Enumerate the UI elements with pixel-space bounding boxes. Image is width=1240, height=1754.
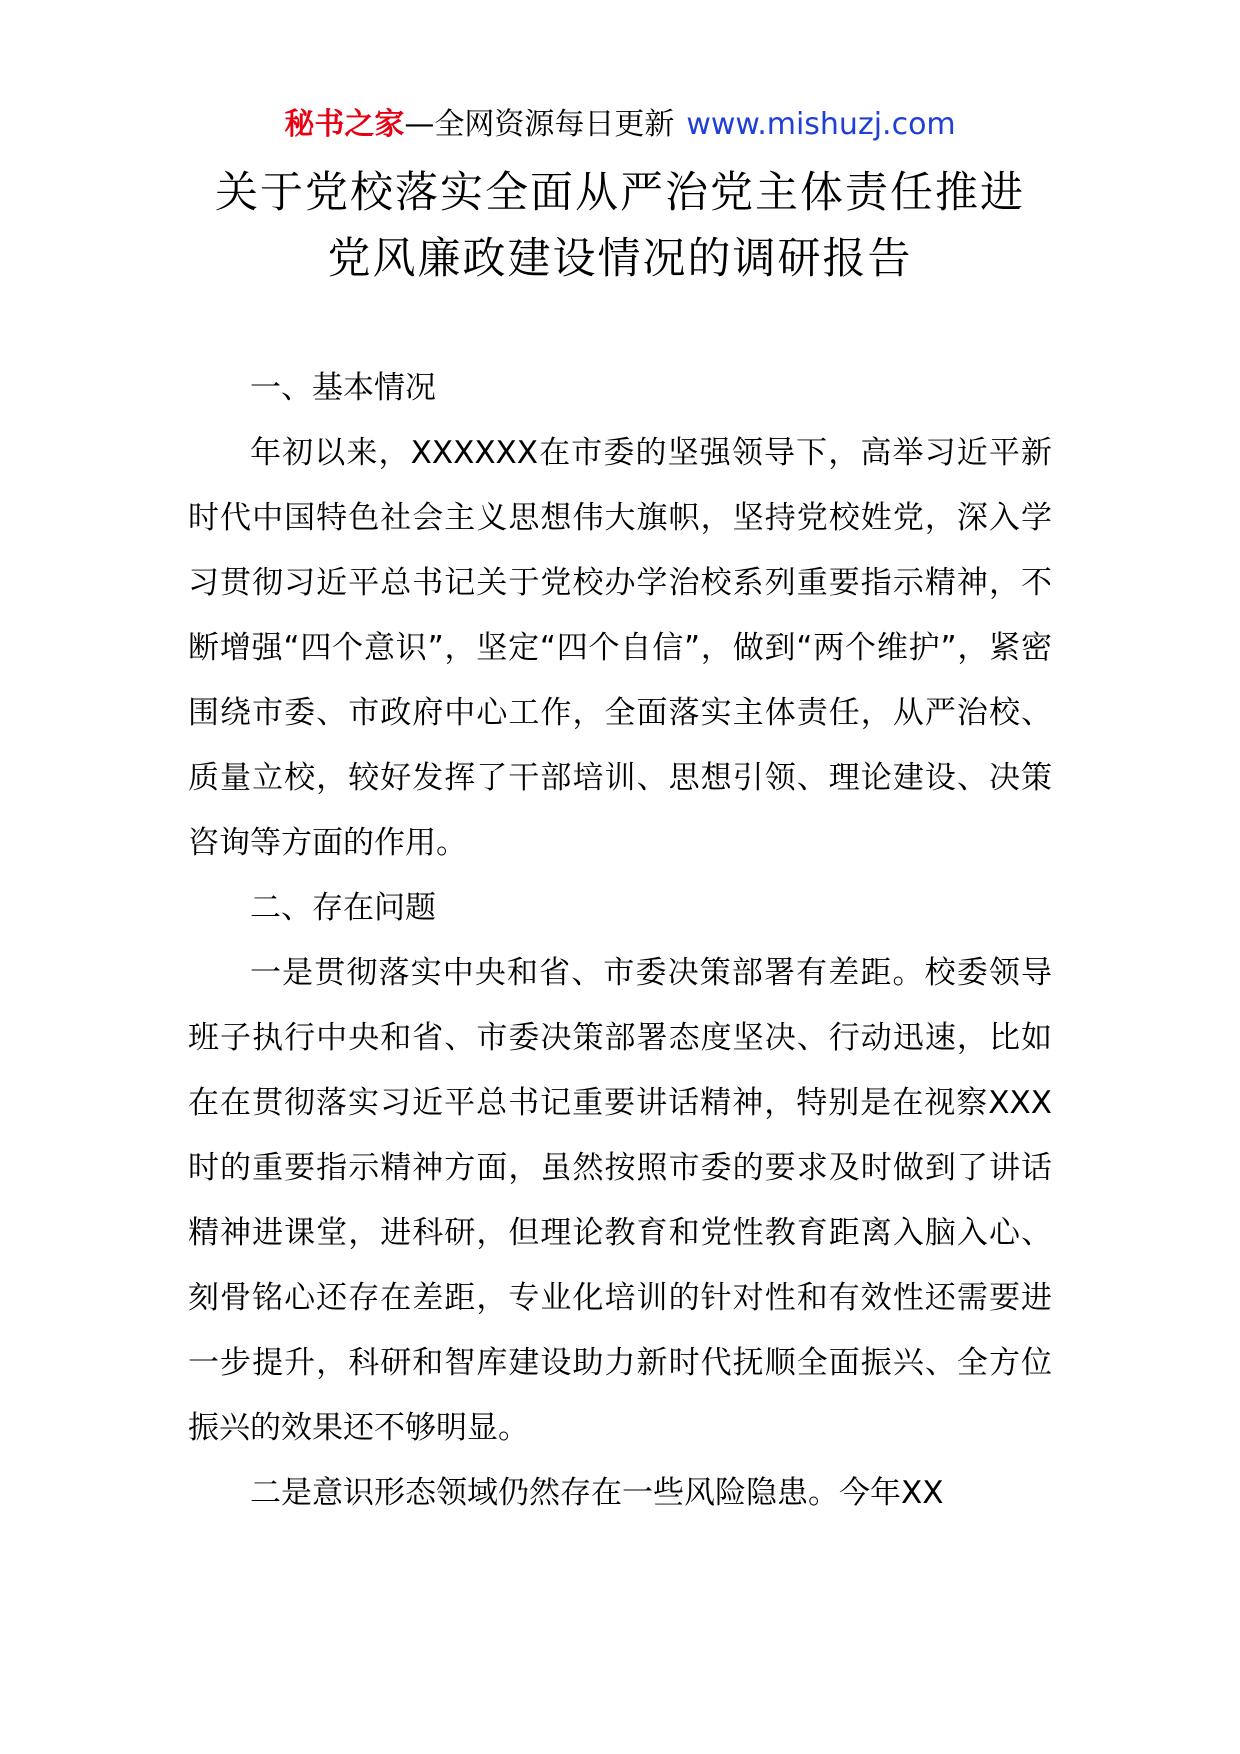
paragraph-problem-2: 二是意识形态领域仍然存在一些风险隐患。今年XX bbox=[250, 1475, 944, 1511]
paragraph-basic-situation: 年初以来，XXXXXX在市委的坚强领导下，高举习近平新时代中国特色社会主义思想伟大旗帜，坚持党校姓党，深入学习贯彻习近平总书记关于党校办学治校系列重要指示精神，不断增强“四个意识”，坚定“四个自信”，做到“两个维护”，紧密围绕市委、市政府中心工作，全面落实主体责任，从严治校、质量立校，较好发挥了干部培训、思想引领、理论建设、决策咨询等方面的作用。 bbox=[188, 435, 1052, 861]
site-tagline: —全网资源每日更新 bbox=[404, 107, 675, 142]
document-title bbox=[0, 160, 1240, 292]
section-heading-problems: 二、存在问题 bbox=[250, 890, 436, 926]
document-body bbox=[188, 356, 1052, 1526]
site-header bbox=[0, 102, 1240, 148]
brand-name: 秘书之家 bbox=[284, 107, 405, 142]
site-url-link[interactable]: www.mishuzj.com bbox=[686, 107, 956, 142]
section-heading-basic: 一、基本情况 bbox=[250, 370, 436, 406]
title-line-1: 关于党校落实全面从严治党主体责任推进 bbox=[215, 168, 1025, 218]
paragraph-problem-1: 一是贯彻落实中央和省、市委决策部署有差距。校委领导班子执行中央和省、市委决策部署态度坚决、行动迅速，比如在在贯彻落实习近平总书记重要讲话精神，特别是在视察XXX时的重要指示精神方面，虽然按照市委的要求及时做到了讲话精神进课堂，进科研，但理论教育和党性教育距离入脑入心、刻骨铭心还存在差距，专业化培训的针对性和有效性还需要进一步提升，科研和智库建设助力新时代抚顺全面振兴、全方位振兴的效果还不够明显。 bbox=[188, 955, 1052, 1446]
title-line-2: 党风廉政建设情况的调研报告 bbox=[327, 234, 913, 284]
